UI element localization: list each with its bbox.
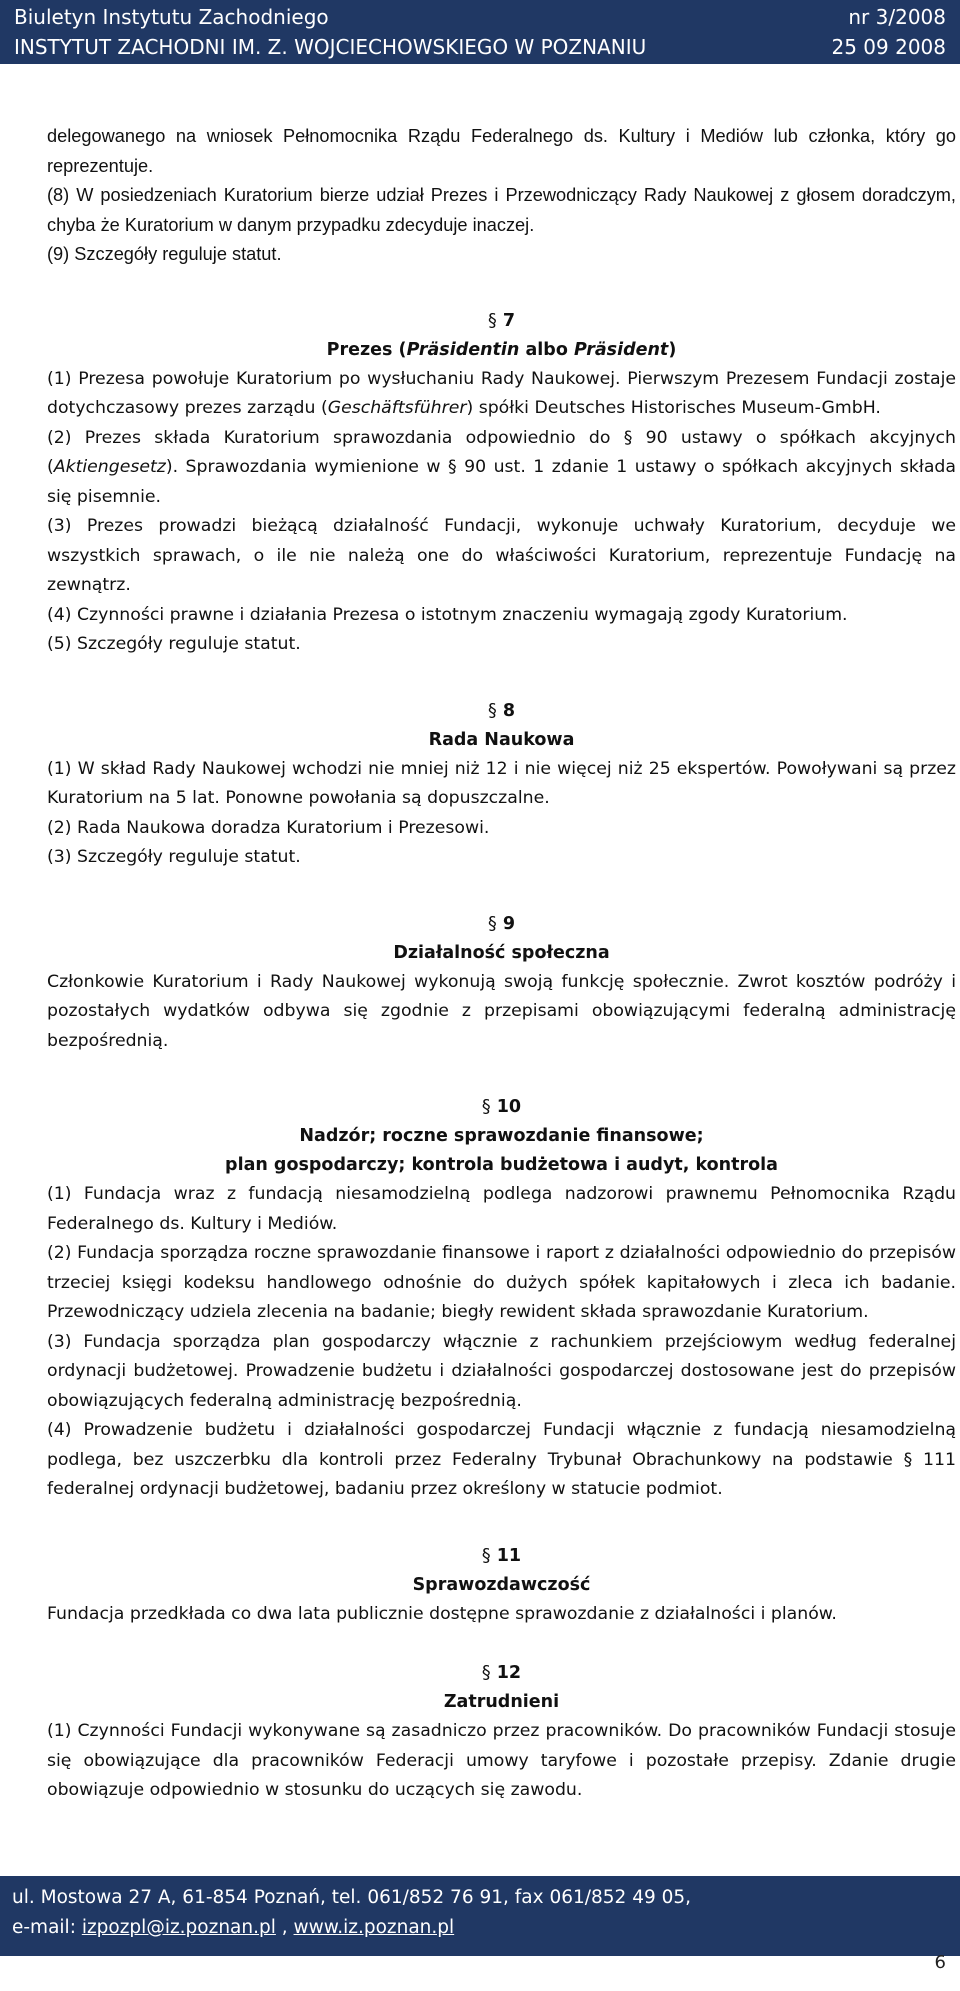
section-11-paragraph-1: Fundacja przedkłada co dwa lata publicznie dostępne sprawozdanie z działalności i planów.	[47, 1603, 837, 1624]
section-7-paragraph-3: (3) Prezes prowadzi bieżącą działalność Fundacji, wykonuje uchwały Kuratorium, decyduje we wszystkich sprawach, o ile nie należą one do właściwości Kuratorium, reprezentuje Fundację na zewnątrz.	[47, 516, 956, 595]
section-11-number: § 11	[481, 1545, 522, 1566]
section-10-paragraph-1: (1) Fundacja wraz z fundacją niesamodzielną podlega nadzorowi prawnemu Pełnomocnika Rządu Federalnego ds. Kultury i Mediów.	[47, 1184, 956, 1234]
section-9-title: Działalność społeczna	[393, 942, 610, 963]
website-link[interactable]: www.iz.poznan.pl	[293, 1917, 455, 1938]
section-8-number: § 8	[487, 700, 516, 721]
section-10-paragraph-3: (3) Fundacja sporządza plan gospodarczy włącznie z rachunkiem przejściowym według federalnej ordynacji budżetowej. Prowadzenie budżetu i działalności gospodarczej dostosowane jest do przepisów obowiązujących federalną administrację bezpośrednią.	[47, 1331, 956, 1411]
page-footer	[0, 1876, 960, 1956]
section-10-title-line-1: Nadzór; roczne sprawozdanie finansowe;	[299, 1126, 704, 1146]
document-body	[47, 122, 956, 1806]
section-7-number: § 7	[487, 310, 516, 331]
header-row-1	[14, 2, 946, 32]
section-7-paragraph-4: (4) Czynności prawne i działania Prezesa o istotnym znaczeniu wymagają zgody Kuratorium.	[47, 604, 848, 625]
intro-paragraph-1: delegowanego na wniosek Pełnomocnika Rządu Federalnego ds. Kultury i Mediów lub członka, który go reprezentuje.	[47, 126, 956, 176]
section-10-paragraph-2: (2) Fundacja sporządza roczne sprawozdanie finansowe i raport z działalności odpowiednio do przepisów trzeciej księgi kodeksu handlowego odnośnie do dużych spółek kapitałowych i zleca ich badanie. Przewodniczący udziela zlecenia na badanie; biegły rewident składa sprawozdanie Kuratorium.	[47, 1243, 956, 1322]
section-7-paragraph-1: (1) Prezesa powołuje Kuratorium po wysłuchaniu Rady Naukowej. Pierwszym Prezesem Fundacji zostaje dotychczasowy prezes zarządu (Geschäftsführer) spółki Deutsches Historisches Museum-GmbH.	[47, 368, 956, 418]
page-header	[0, 0, 960, 64]
section-8-paragraph-1: (1) W skład Rady Naukowej wchodzi nie mniej niż 12 i nie więcej niż 25 ekspertów. Powoływani są przez Kuratorium na 5 lat. Ponowne powołania są dopuszczalne.	[47, 758, 956, 808]
intro-paragraph-2: (8) W posiedzeniach Kuratorium bierze udział Prezes i Przewodniczący Rady Naukowej z głosem doradczym, chyba że Kuratorium w danym przypadku zdecyduje inaczej.	[47, 185, 956, 235]
footer-contact: e-mail: izpozpl@iz.poznan.pl , www.iz.poznan.pl	[12, 1917, 455, 1938]
section-8-paragraph-3: (3) Szczegóły reguluje statut.	[47, 847, 301, 867]
section-11-title: Sprawozdawczość	[412, 1574, 591, 1595]
section-7-title: Prezes (Präsidentin albo Präsident)	[326, 339, 677, 360]
section-12-title: Zatrudnieni	[443, 1692, 560, 1712]
section-symbol: §	[487, 310, 497, 331]
footer-address: ul. Mostowa 27 A, 61-854 Poznań, tel. 061/852 76 91, fax 061/852 49 05,	[12, 1887, 692, 1908]
section-9-paragraph-1: Członkowie Kuratorium i Rady Naukowej wykonują swoją funkcję społecznie. Zwrot kosztów podróży i pozostałych wydatków odbywa się zgodnie z przepisami obowiązującymi federalną administrację bezpośrednią.	[47, 971, 956, 1051]
issue-date: 25 09 2008	[831, 35, 946, 59]
header-row-2	[14, 32, 946, 62]
intro-paragraph-3: (9) Szczegóły reguluje statut.	[47, 244, 282, 264]
section-10-paragraph-4: (4) Prowadzenie budżetu i działalności gospodarczej Fundacji włącznie z fundacją niesamodzielną podlega, bez uszczerbku dla kontroli przez Federalny Trybunał Obrachunkowy na podstawie § 111 federalnej ordynacji budżetowej, badaniu przez określony w statucie podmiot.	[47, 1420, 956, 1499]
section-12-paragraph-1: (1) Czynności Fundacji wykonywane są zasadniczo przez pracowników. Do pracowników Fundacji stosuje się obowiązujące dla pracowników Federacji umowy taryfowe i pozostałe przepisy. Zdanie drugie obowiązuje odpowiednio w stosunku do uczących się zawodu.	[47, 1721, 956, 1800]
page-number: 6	[934, 1952, 946, 1973]
section-8-paragraph-2: (2) Rada Naukowa doradza Kuratorium i Prezesowi.	[47, 817, 490, 838]
section-7-paragraph-5: (5) Szczegóły reguluje statut.	[47, 634, 301, 654]
section-10-number: § 10	[481, 1097, 522, 1117]
email-label: e-mail:	[12, 1917, 82, 1938]
email-link[interactable]: izpozpl@iz.poznan.pl	[81, 1917, 276, 1938]
institute-name: INSTYTUT ZACHODNI IM. Z. WOJCIECHOWSKIEGO W POZNANIU	[14, 35, 647, 59]
section-10-title-line-2: plan gospodarczy; kontrola budżetowa i audyt, kontrola	[225, 1155, 778, 1175]
section-8-title: Rada Naukowa	[428, 729, 575, 750]
bulletin-title: Biuletyn Instytutu Zachodniego	[14, 5, 329, 29]
issue-number: nr 3/2008	[848, 5, 946, 29]
section-9-number: § 9	[487, 913, 516, 934]
section-7-paragraph-2: (2) Prezes składa Kuratorium sprawozdania odpowiednio do § 90 ustawy o spółkach akcyjnych (Aktiengesetz). Sprawozdania wymienione w § 90 ust. 1 zdanie 1 ustawy o spółkach akcyjnych składa się pisemnie.	[47, 427, 956, 507]
section-12-number: § 12	[481, 1663, 522, 1683]
